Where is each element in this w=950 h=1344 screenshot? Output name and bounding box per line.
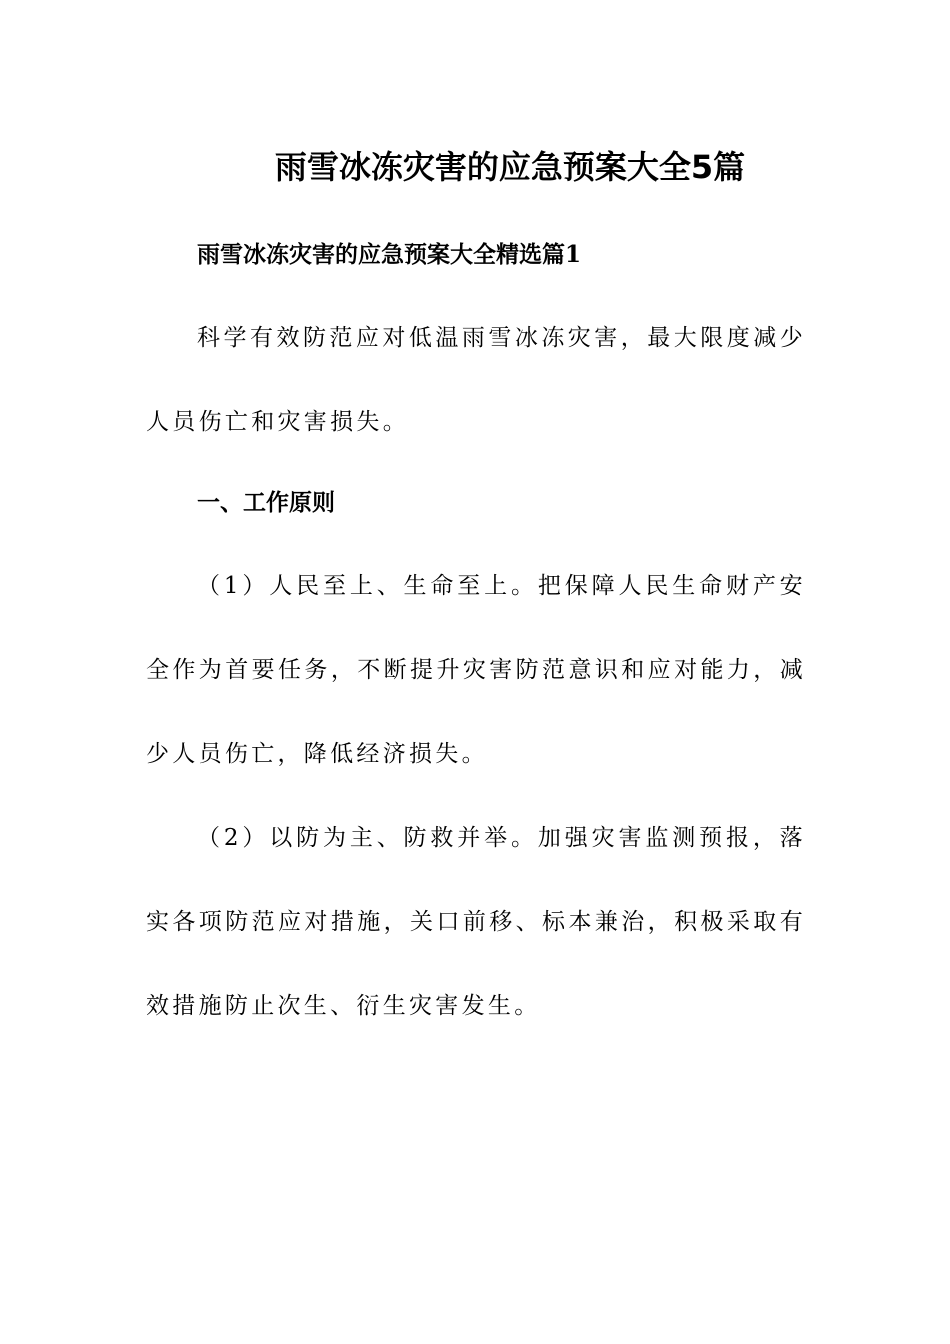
section-subtitle: 雨雪冰冻灾害的应急预案大全精选篇1: [197, 241, 582, 268]
principle-paragraph-2: （2）以防为主、防救并举。加强灾害监测预报，落实各项防范应对措施，关口前移、标本兼治，积极采取有效措施防止次生、衍生灾害发生。: [146, 825, 806, 1019]
section-heading: 一、工作原则: [197, 489, 335, 516]
principle-paragraph-1: （1）人民至上、生命至上。把保障人民生命财产安全作为首要任务，不断提升灾害防范意识和应对能力，减少人员伤亡，降低经济损失。: [146, 573, 806, 767]
intro-paragraph: 科学有效防范应对低温雨雪冰冻灾害，最大限度减少人员伤亡和灾害损失。: [146, 325, 806, 435]
document-title: 雨雪冰冻灾害的应急预案大全5篇: [274, 148, 746, 186]
